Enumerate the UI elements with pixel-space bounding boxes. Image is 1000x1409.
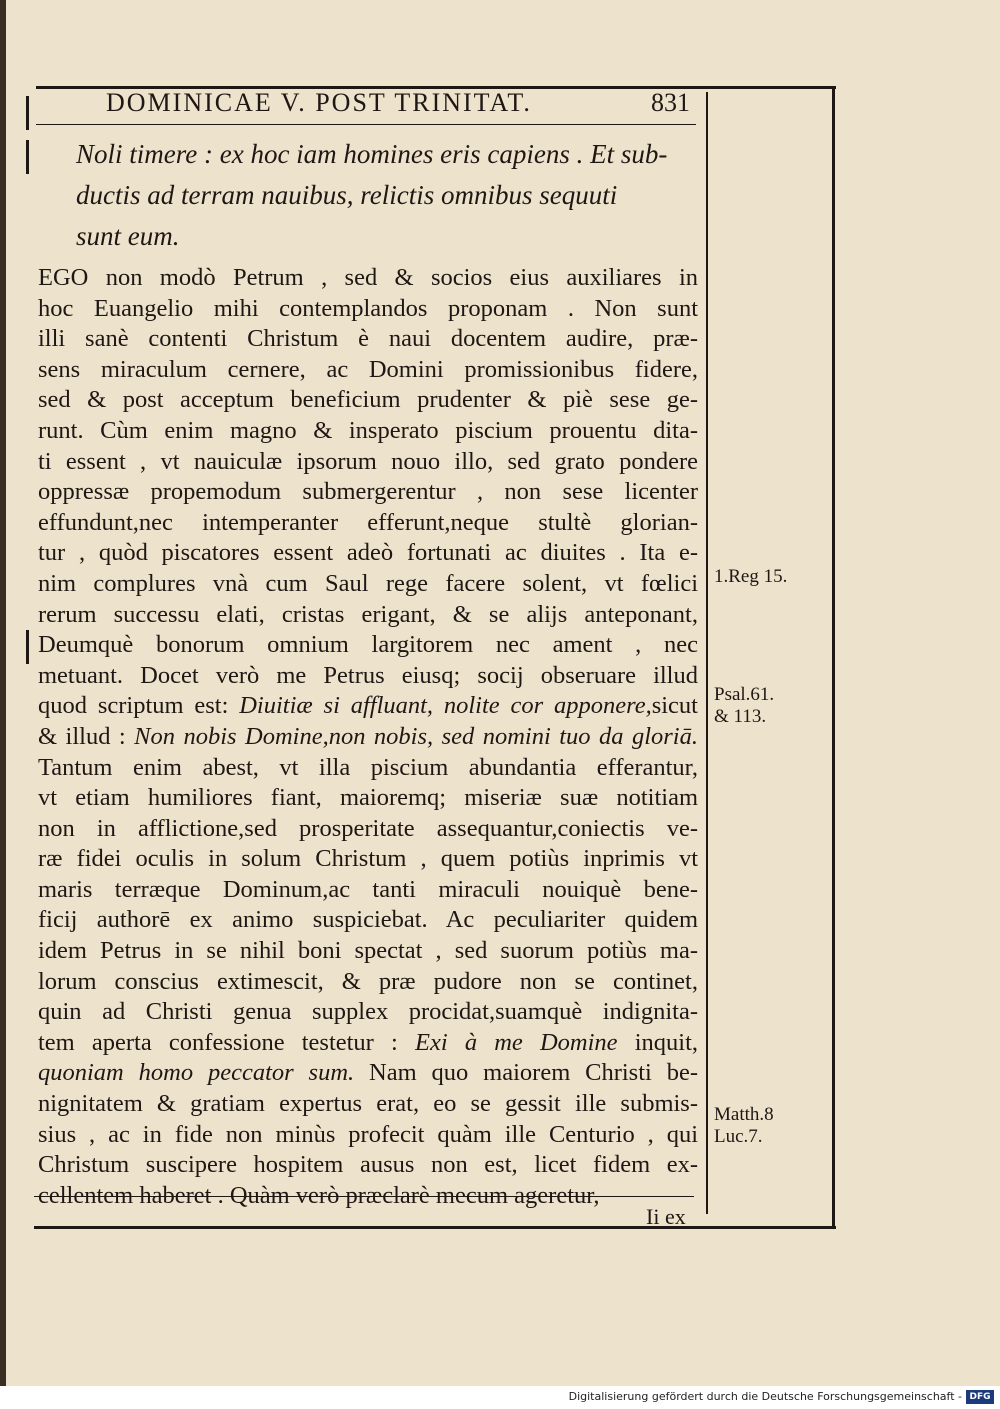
quotation: Non nobis Domine,non nobis, sed nomini tuo da gloriā.: [134, 722, 698, 750]
text-line: hoc Euangelio mihi contemplandos proponam . Non sunt: [38, 294, 698, 322]
text-line: vt etiam humiliores fiant, maioremq; miseriæ suæ notitiam: [38, 784, 698, 812]
gutter-mark: [26, 96, 29, 130]
gutter-mark: [26, 140, 29, 174]
text-line: metuant. Docet verò me Petrus eiusq; socij obseruare illud: [38, 661, 698, 689]
text-segment: sicut: [651, 692, 698, 720]
text-line: sens miraculum cernere, ac Domini promissionibus fidere,: [38, 355, 698, 383]
text-segment: tem aperta confessione testetur :: [38, 1028, 415, 1056]
text-line: idem Petrus in se nihil boni spectat , sed suorum potiùs ma-: [38, 937, 698, 965]
text-line: nignitatem & gratiam expertus erat, eo se gessit ille submis-: [38, 1090, 698, 1118]
page-number: 831: [651, 88, 690, 117]
text-line: ficij authorē ex animo suspiciebat. Ac peculiariter quidem: [38, 906, 698, 934]
margin-note-line: Luc.7.: [714, 1126, 763, 1147]
text-line: runt. Cùm enim magno & insperato piscium prouentu dita-: [38, 416, 698, 444]
text-line: lorum conscius extimescit, & præ pudore non se continet,: [38, 967, 698, 995]
text-line: [38, 1058, 698, 1089]
verse-line: Noli timere : ex hoc iam homines eris capiens . Et sub-: [76, 139, 668, 169]
main-text: [38, 134, 698, 1211]
running-header: [106, 88, 696, 120]
verse-block: [38, 134, 698, 257]
quotation: Diuitiæ si affluant, nolite cor apponere,: [239, 692, 652, 720]
text-line: non in afflictione,sed prosperitate assequantur,coniectis ve-: [38, 814, 698, 842]
text-line: oppressæ propemodum submergerentur , non sese licenter: [38, 478, 698, 506]
verse-line: sunt eum.: [76, 221, 180, 251]
text-line: Deumquè bonorum omnium largitorem nec ament , nec: [38, 631, 698, 659]
header-title: DOMINICAE V. POST TRINITAT.: [106, 88, 532, 117]
column-rule: [706, 92, 708, 1214]
text-line: [38, 722, 698, 753]
margin-note: [714, 684, 824, 728]
verse-line: ductis ad terram nauibus, relictis omnibus sequuti: [76, 180, 618, 210]
text-line: Tantum enim abest, vt illa piscium abundantia efferantur,: [38, 753, 698, 781]
gutter-mark: [26, 630, 29, 664]
text-line: sed & post acceptum beneficium prudenter & piè sese ge-: [38, 386, 698, 414]
text-line: rerum successu elati, cristas erigant, & se alijs anteponant,: [38, 600, 698, 628]
text-line: illi sanè contenti Christum è naui docentem audire, præ-: [38, 325, 698, 353]
text-segment: Nam quo maiorem Christi be-: [354, 1059, 698, 1087]
text-line: ræ fidei oculis in solum Christum , quem potiùs inprimis vt: [38, 845, 698, 873]
dfg-logo: DFG: [966, 1390, 994, 1404]
quotation: Exi à me Domine: [415, 1028, 618, 1056]
margin-note-line: Matth.8: [714, 1104, 774, 1125]
text-line: ti essent , vt nauiculæ ipsorum nouo illo, sed grato pondere: [38, 447, 698, 475]
margin-note: [714, 566, 824, 588]
text-line: Christum suscipere hospitem ausus non est, licet fidem ex-: [38, 1151, 698, 1179]
text-line: maris terræque Dominum,ac tanti miraculi nouiquè bene-: [38, 875, 698, 903]
text-line: cellentem haberet . Quàm verò præclarè mecum ageretur,: [38, 1181, 600, 1209]
margin-note-line: 1.Reg 15.: [714, 566, 788, 587]
margin-note-line: Psal.61.: [714, 684, 775, 705]
text-line: nim complures vnà cum Saul rege facere solent, vt fœlici: [38, 569, 698, 597]
quotation: quoniam homo peccator sum.: [38, 1059, 355, 1087]
text-line: quin ad Christi genua supplex procidat,suamquè indignita-: [38, 998, 698, 1026]
catchword: Ii ex: [646, 1204, 686, 1229]
text-line: tur , quòd piscatores essent adeò fortunati ac diuites . Ita e-: [38, 539, 698, 567]
text-segment: quod scriptum est:: [38, 692, 240, 720]
text-line: sius , ac in fide non minùs profecit quàm ille Centurio , qui: [38, 1120, 698, 1148]
text-segment: inquit,: [617, 1028, 699, 1056]
text-line: EGO non modò Petrum , sed & socios eius auxiliares in: [38, 264, 698, 291]
text-line: [38, 691, 698, 722]
text-segment: & illud :: [38, 722, 135, 750]
margin-note: [714, 1104, 824, 1148]
header-underline: [36, 124, 696, 125]
text-line: effundunt,nec intemperanter efferunt,neque stultè glorian-: [38, 508, 698, 536]
commentary: [38, 263, 698, 1211]
text-line: [38, 1028, 698, 1059]
digitization-credit: Digitalisierung gefördert durch die Deutsche Forschungsgemeinschaft -: [568, 1390, 962, 1403]
margin-note-line: & 113.: [714, 706, 767, 727]
margin-rule: [832, 88, 835, 1228]
bottom-rule: [34, 1226, 836, 1229]
